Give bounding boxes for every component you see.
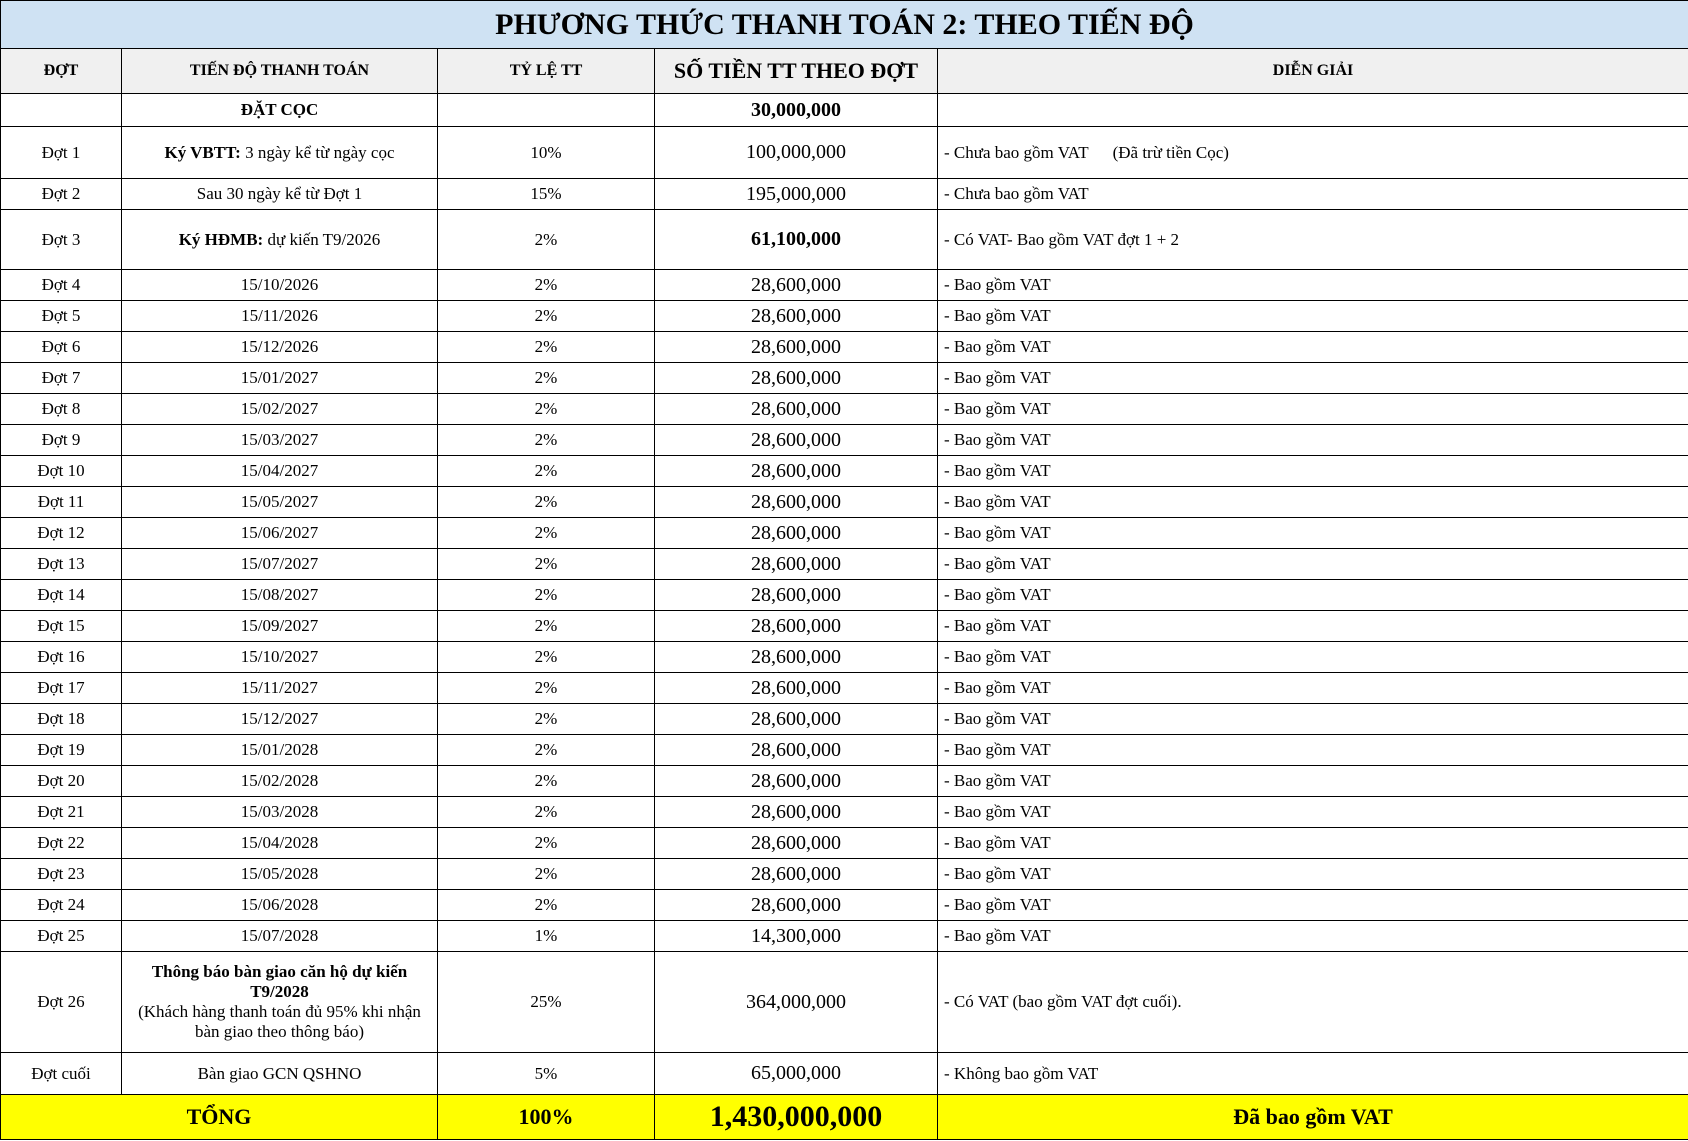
installment-desc: - Bao gồm VAT [938,642,1688,673]
installment-desc [938,127,1688,179]
installment-date: 15/10/2026 [122,270,438,301]
installment-dot: Đợt 3 [1,210,122,270]
schedule-bold-label: Thông báo bàn giao căn hộ dự kiến T9/2028 [151,962,408,1001]
installment-row [1,859,1688,890]
installment-schedule: Sau 30 ngày kể từ Đợt 1 [122,179,438,210]
installment-date: 15/06/2028 [122,890,438,921]
installment-amount: 28,600,000 [655,518,938,549]
installment-date: 15/03/2028 [122,797,438,828]
installment-rate: 2% [438,363,655,394]
installment-amount: 28,600,000 [655,611,938,642]
installment-row [1,580,1688,611]
installment-desc: - Bao gồm VAT [938,797,1688,828]
installment-row-final [1,1053,1688,1095]
installment-row [1,704,1688,735]
installment-amount: 28,600,000 [655,704,938,735]
installment-row [1,890,1688,921]
installment-desc: - Bao gồm VAT [938,890,1688,921]
installment-desc: - Bao gồm VAT [938,859,1688,890]
installment-desc: - Bao gồm VAT [938,270,1688,301]
installment-desc: - Không bao gồm VAT [938,1053,1688,1095]
installment-dot: Đợt 18 [1,704,122,735]
schedule-bold-label: Ký VBTT: [164,142,241,162]
schedule-text: 3 ngày kể từ ngày cọc [240,142,395,162]
installment-date: 15/01/2028 [122,735,438,766]
installment-amount: 364,000,000 [655,952,938,1053]
installment-amount: 28,600,000 [655,363,938,394]
installment-date: 15/07/2027 [122,549,438,580]
installment-date: 15/04/2028 [122,828,438,859]
header-ty-le: TỶ LỆ TT [438,49,655,94]
installment-rate: 2% [438,332,655,363]
installment-rate: 2% [438,890,655,921]
installment-row [1,642,1688,673]
installment-row-2 [1,179,1688,210]
installment-row [1,487,1688,518]
installment-desc: - Chưa bao gồm VAT [938,179,1688,210]
desc-text: - Chưa bao gồm VAT [944,142,1089,162]
desc-note: (Đã trừ tiền Cọc) [1112,142,1229,162]
installment-rate: 2% [438,828,655,859]
installment-dot: Đợt 19 [1,735,122,766]
installment-desc: - Bao gồm VAT [938,921,1688,952]
installment-amount: 28,600,000 [655,394,938,425]
installment-date: 15/05/2027 [122,487,438,518]
installment-dot: Đợt 25 [1,921,122,952]
installment-date: 15/09/2027 [122,611,438,642]
installment-rate: 2% [438,580,655,611]
total-note: Đã bao gồm VAT [938,1095,1688,1140]
installment-desc: - Bao gồm VAT [938,456,1688,487]
installment-dot: Đợt 21 [1,797,122,828]
installment-date: 15/02/2027 [122,394,438,425]
installment-rate: 2% [438,394,655,425]
total-row [1,1095,1688,1140]
installment-desc: - Bao gồm VAT [938,766,1688,797]
installment-rate: 15% [438,179,655,210]
installment-dot: Đợt 9 [1,425,122,456]
installment-desc: - Bao gồm VAT [938,580,1688,611]
installment-row [1,456,1688,487]
installment-row [1,270,1688,301]
header-row [1,49,1688,94]
installment-dot: Đợt 5 [1,301,122,332]
installment-row [1,363,1688,394]
header-so-tien: SỐ TIỀN TT THEO ĐỢT [655,49,938,94]
header-dot: ĐỢT [1,49,122,94]
installment-row [1,766,1688,797]
installment-desc: - Có VAT- Bao gồm VAT đợt 1 + 2 [938,210,1688,270]
installment-desc: - Có VAT (bao gồm VAT đợt cuối). [938,952,1688,1053]
installment-rate: 2% [438,518,655,549]
installment-desc: - Bao gồm VAT [938,332,1688,363]
installment-row [1,611,1688,642]
header-dien-giai: DIỄN GIẢI [938,49,1688,94]
installment-rate: 2% [438,210,655,270]
installment-desc: - Bao gồm VAT [938,828,1688,859]
installment-desc: - Bao gồm VAT [938,301,1688,332]
installment-row [1,549,1688,580]
installment-date: 15/06/2027 [122,518,438,549]
installment-amount: 28,600,000 [655,673,938,704]
installment-desc: - Bao gồm VAT [938,487,1688,518]
installment-desc: - Bao gồm VAT [938,394,1688,425]
installment-schedule [122,210,438,270]
installment-rate: 2% [438,270,655,301]
installment-dot: Đợt 22 [1,828,122,859]
installment-dot: Đợt 20 [1,766,122,797]
installment-schedule [122,952,438,1053]
installment-rate: 2% [438,735,655,766]
installment-rate: 2% [438,301,655,332]
installment-rate: 5% [438,1053,655,1095]
page-title: PHƯƠNG THỨC THANH TOÁN 2: THEO TIẾN ĐỘ [1,1,1688,49]
installment-amount: 14,300,000 [655,921,938,952]
installment-dot: Đợt 11 [1,487,122,518]
installment-rate: 2% [438,766,655,797]
installment-amount: 195,000,000 [655,179,938,210]
installment-row [1,828,1688,859]
total-amount: 1,430,000,000 [655,1095,938,1140]
installment-dot: Đợt cuối [1,1053,122,1095]
installment-dot: Đợt 4 [1,270,122,301]
deposit-amount: 30,000,000 [655,94,938,127]
installment-desc: - Bao gồm VAT [938,549,1688,580]
installment-row [1,797,1688,828]
installment-row [1,332,1688,363]
installment-date: 15/10/2027 [122,642,438,673]
installment-dot: Đợt 15 [1,611,122,642]
installment-dot: Đợt 23 [1,859,122,890]
installment-amount: 65,000,000 [655,1053,938,1095]
installment-amount: 28,600,000 [655,456,938,487]
installment-amount: 28,600,000 [655,828,938,859]
installment-schedule: Bàn giao GCN QSHNO [122,1053,438,1095]
installment-row [1,394,1688,425]
installment-rate: 2% [438,456,655,487]
deposit-dot-cell [1,94,122,127]
total-rate: 100% [438,1095,655,1140]
installment-amount: 28,600,000 [655,487,938,518]
installment-date: 15/01/2027 [122,363,438,394]
installment-rate: 1% [438,921,655,952]
installment-dot: Đợt 24 [1,890,122,921]
installment-date: 15/12/2027 [122,704,438,735]
installment-date: 15/03/2027 [122,425,438,456]
installment-row [1,673,1688,704]
installment-desc: - Bao gồm VAT [938,704,1688,735]
installment-amount: 61,100,000 [655,210,938,270]
installment-date: 15/05/2028 [122,859,438,890]
schedule-text: dự kiến T9/2026 [263,229,381,249]
installment-amount: 28,600,000 [655,425,938,456]
installment-dot: Đợt 12 [1,518,122,549]
installment-dot: Đợt 16 [1,642,122,673]
installment-dot: Đợt 10 [1,456,122,487]
installment-amount: 28,600,000 [655,642,938,673]
installment-row-1 [1,127,1688,179]
installment-dot: Đợt 6 [1,332,122,363]
installment-amount: 28,600,000 [655,766,938,797]
installment-amount: 28,600,000 [655,580,938,611]
installment-dot: Đợt 14 [1,580,122,611]
installment-rate: 25% [438,952,655,1053]
installment-rate: 2% [438,549,655,580]
schedule-note: (Khách hàng thanh toán đủ 95% khi nhận bàn giao theo thông báo) [138,1002,421,1041]
installment-amount: 28,600,000 [655,735,938,766]
installment-desc: - Bao gồm VAT [938,735,1688,766]
installment-desc: - Bao gồm VAT [938,425,1688,456]
installment-dot: Đợt 13 [1,549,122,580]
installment-rate: 2% [438,611,655,642]
installment-amount: 28,600,000 [655,890,938,921]
installment-date: 15/08/2027 [122,580,438,611]
installment-amount: 100,000,000 [655,127,938,179]
installment-rate: 2% [438,425,655,456]
installment-rate: 2% [438,642,655,673]
installment-date: 15/11/2026 [122,301,438,332]
installment-row [1,735,1688,766]
installment-row-26 [1,952,1688,1053]
installment-rate: 2% [438,859,655,890]
installment-dot: Đợt 7 [1,363,122,394]
installment-dot: Đợt 2 [1,179,122,210]
installment-desc: - Bao gồm VAT [938,611,1688,642]
header-tien-do: TIẾN ĐỘ THANH TOÁN [122,49,438,94]
deposit-row [1,94,1688,127]
installment-amount: 28,600,000 [655,859,938,890]
installment-date: 15/02/2028 [122,766,438,797]
installment-row [1,518,1688,549]
installment-amount: 28,600,000 [655,301,938,332]
installment-row-3 [1,210,1688,270]
installment-dot: Đợt 17 [1,673,122,704]
installment-rate: 2% [438,673,655,704]
deposit-label: ĐẶT CỌC [122,94,438,127]
installment-date: 15/11/2027 [122,673,438,704]
installment-amount: 28,600,000 [655,797,938,828]
installment-desc: - Bao gồm VAT [938,518,1688,549]
deposit-rate-cell [438,94,655,127]
installment-rate: 2% [438,797,655,828]
installment-date: 15/04/2027 [122,456,438,487]
total-label: TỔNG [1,1095,438,1140]
installment-amount: 28,600,000 [655,549,938,580]
installment-row [1,921,1688,952]
installment-rate: 2% [438,487,655,518]
installment-row [1,425,1688,456]
installment-rate: 10% [438,127,655,179]
installment-desc: - Bao gồm VAT [938,673,1688,704]
installment-dot: Đợt 1 [1,127,122,179]
installment-date: 15/07/2028 [122,921,438,952]
installment-rate: 2% [438,704,655,735]
installment-desc: - Bao gồm VAT [938,363,1688,394]
installment-dot: Đợt 8 [1,394,122,425]
deposit-desc-cell [938,94,1688,127]
schedule-bold-label: Ký HĐMB: [178,229,264,249]
installment-amount: 28,600,000 [655,270,938,301]
installment-dot: Đợt 26 [1,952,122,1053]
installment-date: 15/12/2026 [122,332,438,363]
installment-schedule [122,127,438,179]
installment-row [1,301,1688,332]
title-row [1,1,1688,49]
installment-amount: 28,600,000 [655,332,938,363]
